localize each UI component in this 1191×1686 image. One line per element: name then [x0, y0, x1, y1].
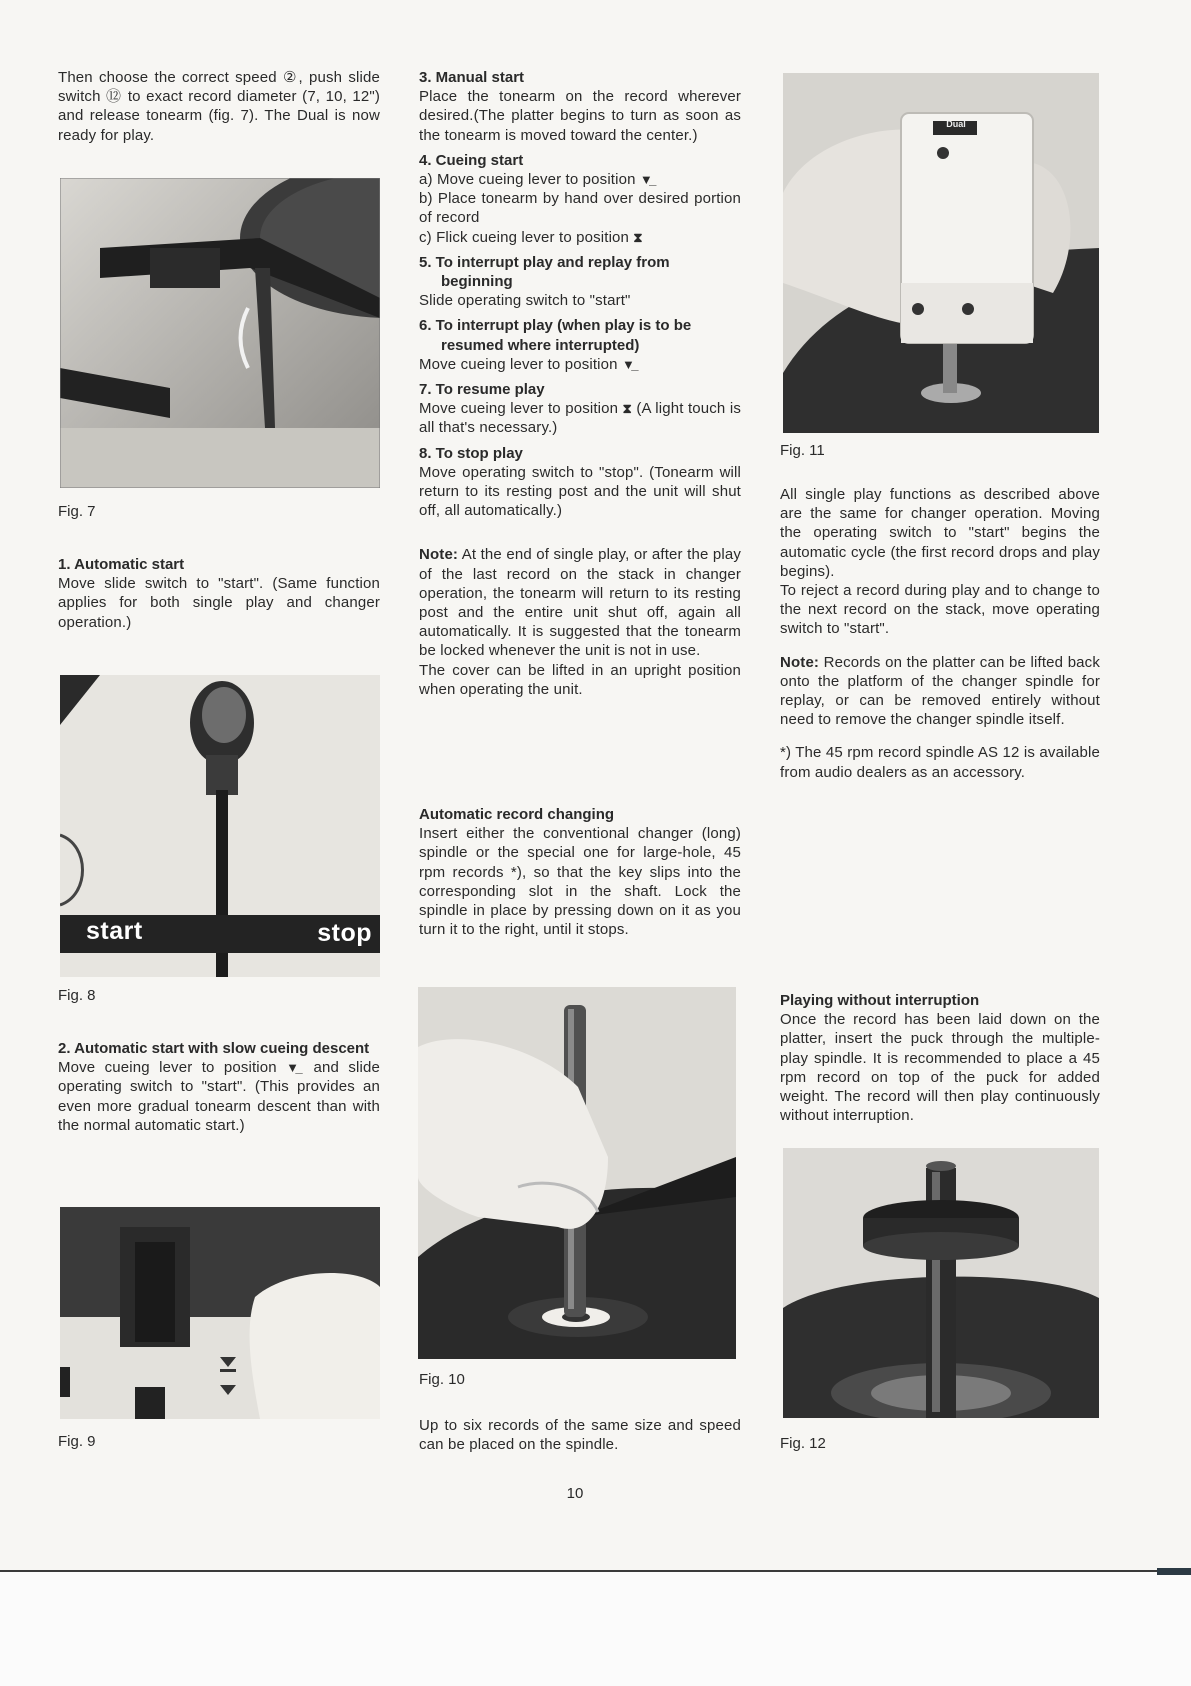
fig9-caption: Fig. 9	[58, 1433, 96, 1450]
item7-text-a: Move cueing lever to position	[419, 400, 619, 418]
item3-heading: 3. Manual start	[419, 69, 525, 86]
item2-text-a: Move cueing lever to position	[58, 1059, 277, 1077]
item4-a-text: a) Move cueing lever to position	[419, 171, 636, 189]
item8-block	[419, 444, 741, 521]
item1-heading: 1. Automatic start	[58, 556, 185, 573]
col3-note-paragraph	[780, 653, 1100, 730]
item2-block	[58, 1039, 380, 1135]
fig7-photo	[60, 178, 380, 488]
down-bar-icon: ▼̲	[639, 172, 653, 188]
item5-text: Slide operating switch to "start"	[419, 292, 631, 310]
item4-heading: 4. Cueing start	[419, 151, 524, 169]
item7-heading: 7. To resume play	[419, 381, 545, 399]
note-paragraph	[419, 545, 741, 660]
auto-record-changing-block	[419, 805, 741, 939]
intro-paragraph: Then choose the correct speed ②, push slide switch ⑫ to exact record diameter (7, 10, 12") and release tonearm (fig. 7). The Dual is now ready for play.	[58, 69, 380, 144]
hourglass-icon: ⧗	[622, 401, 632, 417]
item3-text: Place the tonearm on the record wherever desired.(The platter begins to turn as soon as the tonearm is moved toward the center.)	[419, 88, 741, 144]
column-3-text	[780, 485, 1100, 782]
fig8-caption: Fig. 8	[58, 987, 96, 1004]
hourglass-icon: ⧗	[633, 229, 643, 245]
arc-heading: Automatic record changing	[419, 806, 615, 823]
col3-note-text: Records on the platter can be lifted back onto the platform of the changer spindle for replay, or can be removed entirely without need to remove the changer spindle itself.	[780, 653, 1100, 729]
page-number: 10	[566, 1485, 584, 1502]
item2-text	[58, 1058, 380, 1135]
fig10-caption: Fig. 10	[419, 1371, 465, 1388]
fig12-photo	[783, 1148, 1099, 1418]
item5-heading: 5. To interrupt play and replay from beginning	[419, 253, 670, 291]
fig10-photo	[418, 987, 736, 1359]
col3-note-label: Note:	[780, 653, 820, 671]
fig7-caption: Fig. 7	[58, 503, 96, 520]
item4-b: b) Place tonearm by hand over desired portion of record	[419, 190, 741, 227]
item6-block	[419, 316, 741, 374]
column-1	[58, 68, 380, 145]
item2-heading: 2. Automatic start with slow cueing descent	[58, 1040, 370, 1057]
item7-text-b: (A light touch is all that's necessary.)	[419, 400, 741, 437]
item4-a	[419, 170, 741, 189]
pwi-block	[780, 991, 1100, 1125]
fig11-caption: Fig. 11	[780, 442, 825, 459]
down-bar-icon: ▼̲	[621, 356, 635, 372]
item8-heading: 8. To stop play	[419, 444, 523, 462]
footnote: *) The 45 rpm record spindle AS 12 is available from audio dealers as an accessory.	[780, 744, 1100, 781]
note-label: Note:	[419, 546, 459, 564]
item8-text: Move operating switch to "stop". (Tonearm will return to its resting post and the unit will shut off, all automatically.)	[419, 463, 741, 520]
item4-c	[419, 228, 741, 247]
fig8-photo	[60, 675, 380, 977]
item5-block	[419, 253, 741, 311]
fig11-cartridge-label: Dual	[946, 119, 966, 129]
pwi-heading: Playing without interruption	[780, 992, 980, 1009]
item2-text-b: and slide operating switch to "start". (This provides an even more gradual tonearm descent than with the normal automatic start.)	[58, 1059, 380, 1134]
fig10-text: Up to six records of the same size and speed can be placed on the spindle.	[419, 1417, 741, 1454]
fig10-text-block	[419, 1416, 741, 1454]
item4-c-text: c) Flick cueing lever to position	[419, 228, 630, 246]
column-2	[419, 68, 741, 699]
fig8-stop-label: stop	[317, 919, 372, 947]
cover-paragraph: The cover can be lifted in an upright position when operating the unit.	[419, 661, 741, 698]
fig8-start-label: start	[86, 917, 143, 945]
note-text: At the end of single play, or after the play of the last record on the stack in changer operation, the tonearm will return to its resting post and the entire unit shut off, again all automatically. It is suggested that the tonearm be locked whenever the unit is not in use.	[419, 546, 741, 660]
note-block	[419, 545, 741, 699]
item6-text-span: Move cueing lever to position	[419, 355, 618, 373]
item1-block	[58, 555, 380, 632]
scan-bottom-margin	[0, 1570, 1191, 1686]
fig12-caption: Fig. 12	[780, 1435, 826, 1452]
scan-edge-mark	[1157, 1568, 1191, 1575]
down-bar-icon: ▼̲	[286, 1060, 305, 1076]
changer-para2: To reject a record during play and to change to the next record on the stack, move operating switch to "start".	[780, 582, 1100, 638]
fig11-photo	[783, 73, 1099, 433]
pwi-text: Once the record has been laid down on the platter, insert the puck through the multiple-play spindle. It is recommended to place a 45 rpm record on top of the puck for added weight. The record will then play continuously without interruption.	[780, 1011, 1100, 1125]
item7-text	[419, 399, 741, 437]
changer-para1: All single play functions as described above are the same for changer operation. Moving the operating switch to "start" begins the automatic cycle (the first record drops and play begins).	[780, 486, 1100, 580]
fig9-photo	[60, 1207, 380, 1419]
item4-block	[419, 151, 741, 247]
item7-block	[419, 380, 741, 438]
item6-heading: 6. To interrupt play (when play is to be resumed where interrupted)	[419, 317, 692, 354]
item1-text: Move slide switch to "start". (Same function applies for both single play and changer operation.)	[58, 575, 380, 631]
arc-text: Insert either the conventional changer (long) spindle or the special one for large-hole, 45 rpm records *), so that the key slips into the corresponding slot in the shaft. Lock the spindle in place by pressing down on it as you turn it to the right, until it stops.	[419, 825, 741, 939]
item6-text	[419, 355, 741, 374]
